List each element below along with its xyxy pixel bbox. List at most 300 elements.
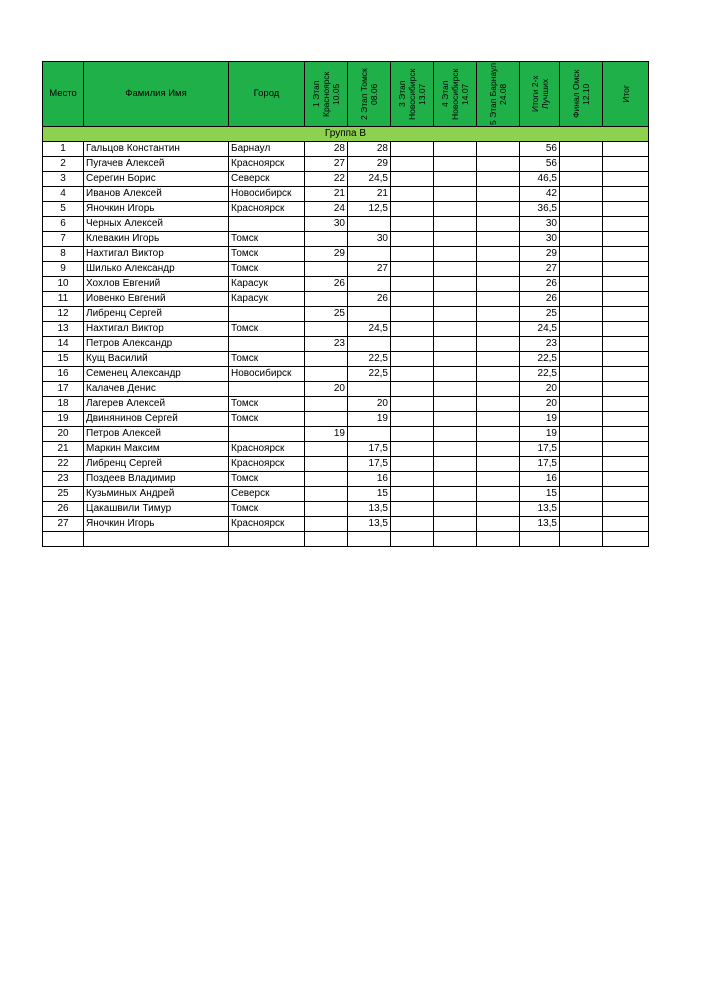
table-row [43, 202, 649, 217]
table-row [43, 142, 649, 157]
cell-s5 [477, 277, 520, 292]
cell-s1: 23 [305, 337, 348, 352]
cell-name [84, 532, 229, 547]
table-row [43, 337, 649, 352]
cell-best: 30 [520, 217, 560, 232]
cell-s5 [477, 352, 520, 367]
cell-s2 [348, 382, 391, 397]
cell-name: Нахтигал Виктор [84, 247, 229, 262]
cell-s1 [305, 457, 348, 472]
cell-city: Томск [229, 502, 305, 517]
cell-name: Либренц Сергей [84, 457, 229, 472]
cell-city: Красноярск [229, 517, 305, 532]
cell-best: 16 [520, 472, 560, 487]
cell-s1 [305, 517, 348, 532]
cell-s4 [434, 307, 477, 322]
cell-city [229, 217, 305, 232]
cell-total [603, 292, 649, 307]
header-stage4 [434, 62, 477, 127]
cell-s1: 30 [305, 217, 348, 232]
cell-s3 [391, 427, 434, 442]
cell-name: Шилько Александр [84, 262, 229, 277]
cell-s5 [477, 532, 520, 547]
cell-final [560, 457, 603, 472]
cell-city [229, 532, 305, 547]
cell-s3 [391, 232, 434, 247]
cell-best: 56 [520, 157, 560, 172]
cell-s3 [391, 532, 434, 547]
cell-final [560, 307, 603, 322]
cell-name: Иовенко Евгений [84, 292, 229, 307]
cell-s2 [348, 277, 391, 292]
cell-s2: 17,5 [348, 457, 391, 472]
cell-city: Карасук [229, 292, 305, 307]
cell-s2: 15 [348, 487, 391, 502]
cell-total [603, 367, 649, 382]
cell-s5 [477, 187, 520, 202]
cell-final [560, 472, 603, 487]
cell-s1 [305, 532, 348, 547]
cell-place: 23 [43, 472, 84, 487]
table-row [43, 472, 649, 487]
cell-total [603, 247, 649, 262]
cell-final [560, 427, 603, 442]
table-row [43, 322, 649, 337]
cell-s2: 29 [348, 157, 391, 172]
cell-city: Красноярск [229, 202, 305, 217]
cell-s3 [391, 322, 434, 337]
table-row [43, 307, 649, 322]
cell-final [560, 292, 603, 307]
cell-s3 [391, 517, 434, 532]
cell-s3 [391, 352, 434, 367]
cell-place: 27 [43, 517, 84, 532]
cell-s1: 19 [305, 427, 348, 442]
cell-s5 [477, 427, 520, 442]
cell-s5 [477, 247, 520, 262]
cell-total [603, 502, 649, 517]
cell-place: 20 [43, 427, 84, 442]
cell-place: 26 [43, 502, 84, 517]
cell-place: 9 [43, 262, 84, 277]
cell-final [560, 397, 603, 412]
cell-s2 [348, 427, 391, 442]
cell-s4 [434, 472, 477, 487]
table-row [43, 502, 649, 517]
cell-name: Семенец Александр [84, 367, 229, 382]
cell-s5 [477, 292, 520, 307]
cell-s4 [434, 202, 477, 217]
cell-place: 14 [43, 337, 84, 352]
cell-name: Калачев Денис [84, 382, 229, 397]
header-stage3-label: 3 Этап Новосибирск 13.07 [397, 68, 427, 120]
cell-place: 21 [43, 442, 84, 457]
table-row [43, 172, 649, 187]
cell-place: 25 [43, 487, 84, 502]
cell-name: Петров Алексей [84, 427, 229, 442]
cell-total [603, 517, 649, 532]
cell-total [603, 472, 649, 487]
cell-name: Петров Александр [84, 337, 229, 352]
cell-s5 [477, 487, 520, 502]
cell-s1 [305, 397, 348, 412]
cell-s3 [391, 187, 434, 202]
cell-s1 [305, 262, 348, 277]
cell-place: 10 [43, 277, 84, 292]
cell-city [229, 307, 305, 322]
cell-s5 [477, 307, 520, 322]
cell-city: Томск [229, 352, 305, 367]
table-row [43, 352, 649, 367]
cell-s4 [434, 247, 477, 262]
cell-place: 19 [43, 412, 84, 427]
cell-s4 [434, 457, 477, 472]
cell-s5 [477, 382, 520, 397]
cell-place: 15 [43, 352, 84, 367]
cell-s1 [305, 322, 348, 337]
cell-s1 [305, 487, 348, 502]
header-stage2-label: 2 Этап Томск 08.06 [359, 68, 379, 120]
cell-s1: 28 [305, 142, 348, 157]
cell-name: Кущ Василий [84, 352, 229, 367]
cell-s5 [477, 217, 520, 232]
cell-s1: 25 [305, 307, 348, 322]
table-row [43, 232, 649, 247]
cell-s1: 21 [305, 187, 348, 202]
header-place: Место [43, 62, 84, 127]
cell-total [603, 187, 649, 202]
cell-s3 [391, 157, 434, 172]
cell-s3 [391, 262, 434, 277]
table-row [43, 157, 649, 172]
cell-s5 [477, 517, 520, 532]
cell-name: Лагерев Алексей [84, 397, 229, 412]
cell-s2: 12,5 [348, 202, 391, 217]
header-name: Фамилия Имя [84, 62, 229, 127]
cell-best: 19 [520, 412, 560, 427]
cell-s3 [391, 247, 434, 262]
cell-total [603, 427, 649, 442]
cell-s1: 24 [305, 202, 348, 217]
cell-s4 [434, 532, 477, 547]
results-table [42, 61, 649, 547]
cell-s3 [391, 292, 434, 307]
cell-s3 [391, 277, 434, 292]
cell-s3 [391, 457, 434, 472]
cell-final [560, 412, 603, 427]
cell-city: Томск [229, 412, 305, 427]
table-row [43, 187, 649, 202]
cell-total [603, 337, 649, 352]
cell-s5 [477, 472, 520, 487]
cell-s2 [348, 337, 391, 352]
cell-name: Двинянинов Сергей [84, 412, 229, 427]
cell-final [560, 202, 603, 217]
header-stage4-label: 4 Этап Новосибирск 14.07 [440, 68, 470, 120]
cell-s4 [434, 517, 477, 532]
cell-best: 30 [520, 232, 560, 247]
cell-s4 [434, 157, 477, 172]
cell-total [603, 172, 649, 187]
cell-place: 22 [43, 457, 84, 472]
cell-best: 46,5 [520, 172, 560, 187]
table-row [43, 262, 649, 277]
cell-final [560, 502, 603, 517]
cell-total [603, 442, 649, 457]
cell-s5 [477, 502, 520, 517]
cell-total [603, 352, 649, 367]
cell-city: Красноярск [229, 157, 305, 172]
cell-place: 16 [43, 367, 84, 382]
cell-place: 13 [43, 322, 84, 337]
cell-final [560, 442, 603, 457]
cell-name: Яночкин Игорь [84, 517, 229, 532]
cell-city: Томск [229, 322, 305, 337]
cell-s1 [305, 232, 348, 247]
cell-place [43, 532, 84, 547]
cell-s2: 22,5 [348, 367, 391, 382]
cell-final [560, 367, 603, 382]
cell-final [560, 187, 603, 202]
cell-name: Черных Алексей [84, 217, 229, 232]
cell-s4 [434, 277, 477, 292]
cell-s4 [434, 502, 477, 517]
cell-final [560, 337, 603, 352]
header-stage3 [391, 62, 434, 127]
table-row [43, 382, 649, 397]
cell-best: 13,5 [520, 502, 560, 517]
cell-city [229, 427, 305, 442]
cell-city [229, 337, 305, 352]
cell-best: 17,5 [520, 457, 560, 472]
cell-name: Яночкин Игорь [84, 202, 229, 217]
cell-name: Клевакин Игорь [84, 232, 229, 247]
cell-city: Томск [229, 232, 305, 247]
header-final-label: Финал Омск 12.10 [571, 69, 591, 119]
cell-s2: 17,5 [348, 442, 391, 457]
cell-final [560, 232, 603, 247]
cell-s2: 30 [348, 232, 391, 247]
cell-total [603, 217, 649, 232]
cell-best: 26 [520, 277, 560, 292]
cell-s1 [305, 472, 348, 487]
cell-s4 [434, 367, 477, 382]
table-row [43, 427, 649, 442]
cell-s2 [348, 307, 391, 322]
cell-best: 26 [520, 292, 560, 307]
group-label: Группа В [43, 127, 649, 142]
cell-s3 [391, 442, 434, 457]
cell-total [603, 262, 649, 277]
cell-s4 [434, 172, 477, 187]
cell-s3 [391, 307, 434, 322]
cell-s5 [477, 367, 520, 382]
cell-best: 56 [520, 142, 560, 157]
cell-s5 [477, 442, 520, 457]
cell-place: 2 [43, 157, 84, 172]
table-row [43, 517, 649, 532]
cell-s4 [434, 292, 477, 307]
cell-s1 [305, 352, 348, 367]
cell-name: Гальцов Константин [84, 142, 229, 157]
cell-final [560, 157, 603, 172]
cell-best: 22,5 [520, 367, 560, 382]
cell-total [603, 487, 649, 502]
cell-city: Томск [229, 472, 305, 487]
cell-s2 [348, 217, 391, 232]
cell-s2 [348, 532, 391, 547]
cell-s4 [434, 322, 477, 337]
header-city: Город [229, 62, 305, 127]
cell-s5 [477, 337, 520, 352]
cell-best: 29 [520, 247, 560, 262]
header-best2 [520, 62, 560, 127]
cell-s3 [391, 367, 434, 382]
cell-total [603, 157, 649, 172]
header-stage2 [348, 62, 391, 127]
cell-s1 [305, 442, 348, 457]
cell-place: 12 [43, 307, 84, 322]
cell-s5 [477, 397, 520, 412]
cell-best: 36,5 [520, 202, 560, 217]
cell-s4 [434, 262, 477, 277]
header-stage5 [477, 62, 520, 127]
table-row [43, 532, 649, 547]
cell-s2: 13,5 [348, 517, 391, 532]
cell-best: 25 [520, 307, 560, 322]
cell-city: Томск [229, 262, 305, 277]
header-row [43, 62, 649, 127]
cell-s3 [391, 412, 434, 427]
cell-city: Новосибирск [229, 367, 305, 382]
cell-name: Маркин Максим [84, 442, 229, 457]
cell-place: 6 [43, 217, 84, 232]
cell-final [560, 172, 603, 187]
cell-name: Нахтигал Виктор [84, 322, 229, 337]
cell-final [560, 382, 603, 397]
cell-place: 5 [43, 202, 84, 217]
cell-name: Хохлов Евгений [84, 277, 229, 292]
table-row [43, 367, 649, 382]
cell-place: 17 [43, 382, 84, 397]
cell-name: Либренц Сергей [84, 307, 229, 322]
cell-s5 [477, 262, 520, 277]
cell-s4 [434, 337, 477, 352]
cell-s2 [348, 247, 391, 262]
cell-s2: 27 [348, 262, 391, 277]
header-total-label: Итог [620, 85, 631, 103]
cell-final [560, 262, 603, 277]
cell-s4 [434, 442, 477, 457]
cell-s5 [477, 172, 520, 187]
cell-total [603, 382, 649, 397]
cell-final [560, 322, 603, 337]
cell-s4 [434, 412, 477, 427]
cell-city [229, 382, 305, 397]
cell-place: 1 [43, 142, 84, 157]
cell-s3 [391, 397, 434, 412]
cell-s1: 29 [305, 247, 348, 262]
cell-s1: 22 [305, 172, 348, 187]
cell-final [560, 142, 603, 157]
cell-s4 [434, 397, 477, 412]
cell-s2: 16 [348, 472, 391, 487]
cell-s5 [477, 412, 520, 427]
cell-total [603, 307, 649, 322]
cell-name: Кузьминых Андрей [84, 487, 229, 502]
group-row [43, 127, 649, 142]
cell-s5 [477, 457, 520, 472]
cell-total [603, 322, 649, 337]
cell-total [603, 277, 649, 292]
cell-best: 42 [520, 187, 560, 202]
cell-s5 [477, 157, 520, 172]
cell-s3 [391, 172, 434, 187]
cell-best: 20 [520, 397, 560, 412]
cell-s1: 20 [305, 382, 348, 397]
cell-s3 [391, 142, 434, 157]
cell-total [603, 142, 649, 157]
cell-s4 [434, 487, 477, 502]
cell-final [560, 247, 603, 262]
cell-city: Карасук [229, 277, 305, 292]
cell-best: 24,5 [520, 322, 560, 337]
cell-place: 3 [43, 172, 84, 187]
cell-s4 [434, 232, 477, 247]
cell-s3 [391, 217, 434, 232]
cell-s4 [434, 217, 477, 232]
header-stage1-label: 1 Этап Красноярск 10.05 [311, 71, 341, 117]
cell-final [560, 277, 603, 292]
cell-s4 [434, 352, 477, 367]
cell-city: Красноярск [229, 457, 305, 472]
cell-s1 [305, 292, 348, 307]
cell-s2: 24,5 [348, 322, 391, 337]
cell-city: Новосибирск [229, 187, 305, 202]
cell-s1: 26 [305, 277, 348, 292]
cell-s4 [434, 427, 477, 442]
cell-s3 [391, 202, 434, 217]
header-stage5-label: 5 Этап Барнаул 24.08 [488, 62, 508, 126]
table-row [43, 277, 649, 292]
cell-s3 [391, 487, 434, 502]
cell-best: 15 [520, 487, 560, 502]
cell-best: 23 [520, 337, 560, 352]
cell-s1 [305, 412, 348, 427]
cell-name: Поздеев Владимир [84, 472, 229, 487]
cell-place: 8 [43, 247, 84, 262]
cell-best: 19 [520, 427, 560, 442]
cell-best: 20 [520, 382, 560, 397]
cell-s3 [391, 382, 434, 397]
table-row [43, 487, 649, 502]
cell-name: Иванов Алексей [84, 187, 229, 202]
header-final [560, 62, 603, 127]
cell-s2: 26 [348, 292, 391, 307]
cell-city: Северск [229, 172, 305, 187]
cell-s2: 13,5 [348, 502, 391, 517]
cell-final [560, 217, 603, 232]
cell-s3 [391, 472, 434, 487]
cell-total [603, 457, 649, 472]
table-row [43, 397, 649, 412]
table-row [43, 442, 649, 457]
table-row [43, 292, 649, 307]
cell-s1: 27 [305, 157, 348, 172]
cell-final [560, 532, 603, 547]
cell-final [560, 517, 603, 532]
table-row [43, 247, 649, 262]
